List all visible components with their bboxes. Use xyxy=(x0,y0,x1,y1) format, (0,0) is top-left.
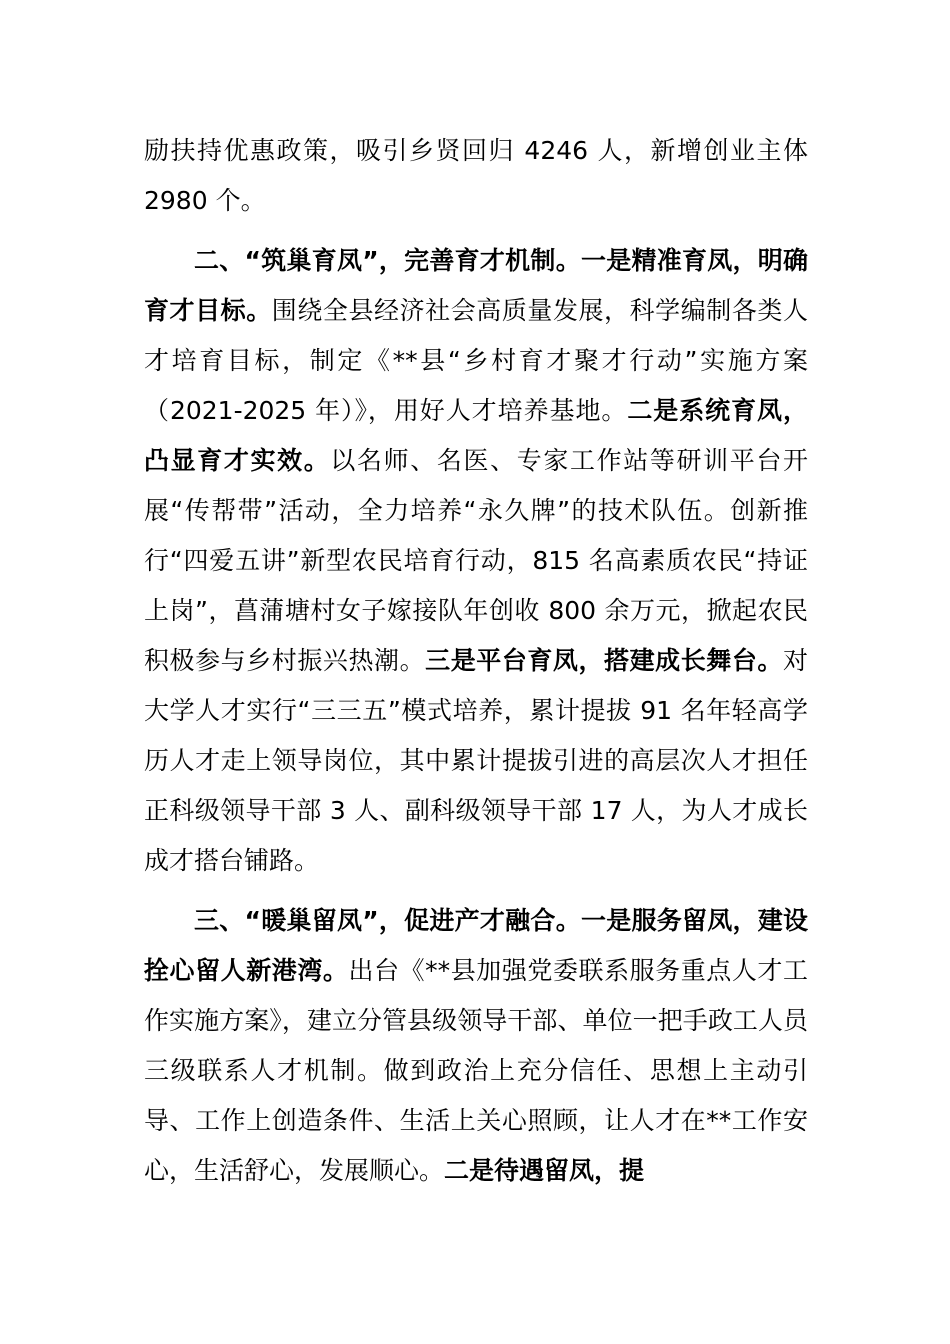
paragraph-continuation xyxy=(144,126,808,226)
section-heading: 二、“筑巢育凤”，完善育才机制。一是精准育凤，明确育才目标。 xyxy=(144,246,808,325)
section-heading: 三、“暖巢留凤”，促进产才融合。一是服务留凤，建设拴心留人新港湾。 xyxy=(144,906,808,985)
paragraph-section-3 xyxy=(144,896,808,1196)
paragraph-section-2 xyxy=(144,236,808,886)
text-segment: 以名师、名医、专家工作站等研训平台开展“传帮带”活动，全力培养“永久牌”的技术队伍。创新推行“四爱五讲”新型农民培育行动，815 名高素质农民“持证上岗”，菖蒲塘村女子嫁接队年创收 800 余万元，掀起农民积极参与乡村振兴热潮。 xyxy=(144,446,808,675)
text-segment: 励扶持优惠政策，吸引乡贤回归 4246 人，新增创业主体 2980 个。 xyxy=(144,136,808,215)
body-text xyxy=(144,126,808,1196)
subsection-heading: 二是待遇留凤，提 xyxy=(444,1156,645,1185)
subsection-heading: 二是系统育凤，凸显育才实效。 xyxy=(144,396,808,475)
subsection-heading: 三是平台育凤，搭建成长舞台。 xyxy=(425,646,783,675)
text-segment: 对大学人才实行“三三五”模式培养，累计提拔 91 名年轻高学历人才走上领导岗位，其中累计提拔引进的高层次人才担任正科级领导干部 3 人、副科级领导干部 17 人，为人才成长成才搭台铺路。 xyxy=(144,646,808,875)
text-segment: 出台《**县加强党委联系服务重点人才工作实施方案》，建立分管县级领导干部、单位一把手政工人员三级联系人才机制。做到政治上充分信任、思想上主动引导、工作上创造条件、生活上关心照顾，让人才在**工作安心，生活舒心，发展顺心。 xyxy=(144,956,808,1185)
text-segment: 围绕全县经济社会高质量发展，科学编制各类人才培育目标，制定《**县“乡村育才聚才行动”实施方案（2021-2025 年）》，用好人才培养基地。 xyxy=(144,296,808,425)
